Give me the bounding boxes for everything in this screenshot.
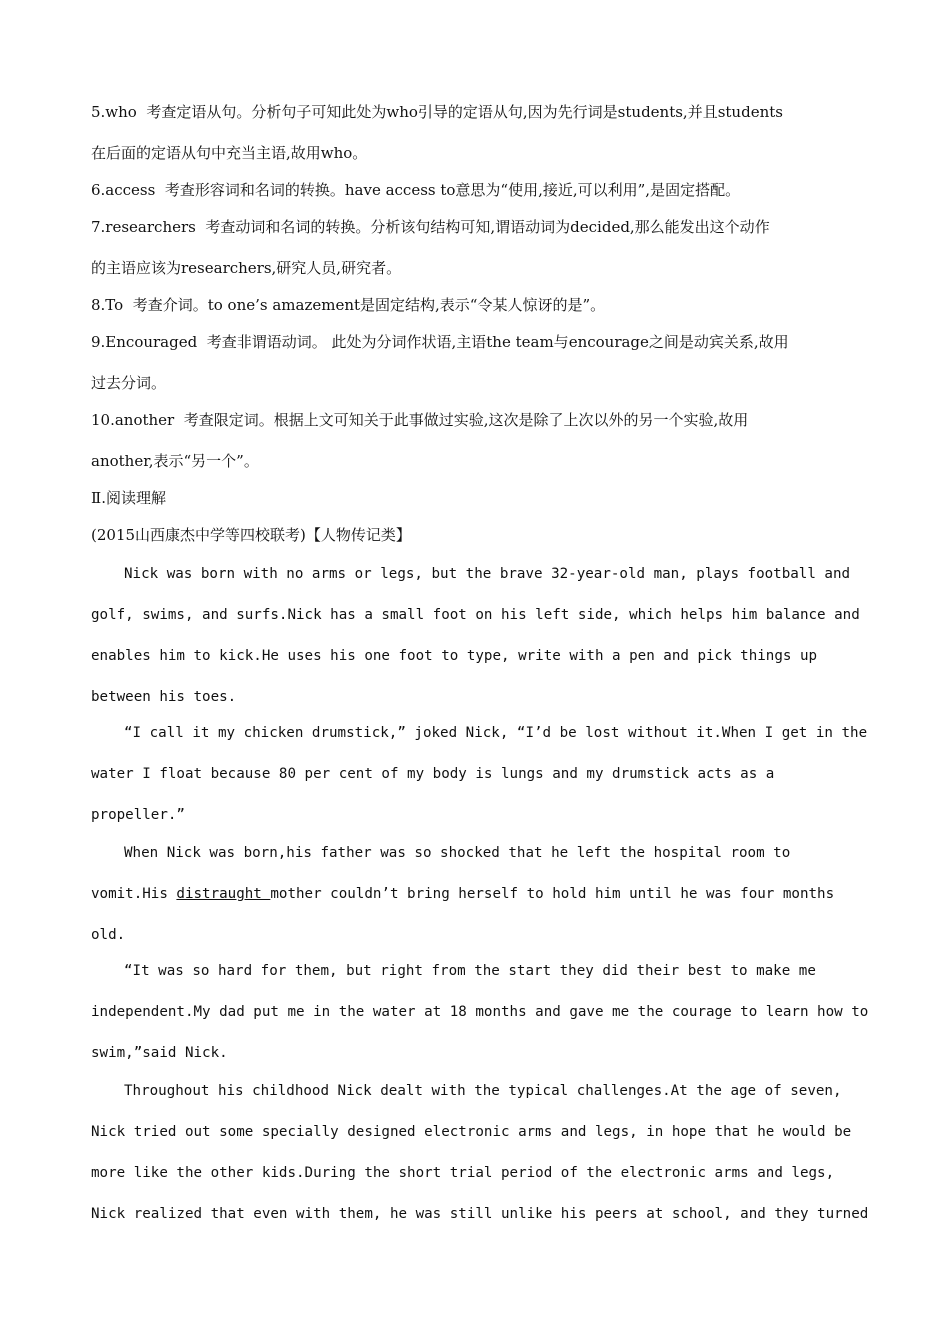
answer-10-line-2: another,表示“另一个”。	[91, 452, 259, 470]
passage-p1-line-4: between his toes.	[91, 689, 237, 705]
passage-p1-line-1: Nick was born with no arms or legs, but the brave 32-year-old man, plays football and	[124, 566, 851, 582]
passage-p4-line-2: independent.My dad put me in the water at 18 months and gave me the courage to learn how to	[91, 1004, 869, 1020]
passage-p5-line-2: Nick tried out some specially designed electronic arms and legs, in hope that he would be	[91, 1124, 852, 1140]
underlined-word-distraught: distraught	[176, 886, 271, 902]
passage-p3-line-2-post: mother couldn’t bring herself to hold him until he was four months	[270, 886, 835, 902]
answer-7-line-1: 7.researchers 考查动词和名词的转换。分析该句结构可知,谓语动词为decided,那么能发出这个动作	[91, 218, 770, 236]
answer-9-line-2: 过去分词。	[91, 374, 167, 392]
passage-p2-line-1: “I call it my chicken drumstick,” joked Nick, “I’d be lost without it.When I get in the	[124, 725, 868, 741]
answer-10-line-1: 10.another 考查限定词。根据上文可知关于此事做过实验,这次是除了上次以外的另一个实验,故用	[91, 411, 749, 429]
answer-7-line-2: 的主语应该为researchers,研究人员,研究者。	[91, 259, 402, 277]
answer-9-line-1: 9.Encouraged 考查非谓语动词。 此处为分词作状语,主语the team与encourage之间是动宾关系,故用	[91, 333, 789, 351]
passage-p3-line-1: When Nick was born,his father was so shocked that he left the hospital room to	[124, 845, 791, 861]
passage-p2-line-3: propeller.”	[91, 807, 185, 823]
passage-p5-line-3: more like the other kids.During the short trial period of the electronic arms and legs,	[91, 1165, 835, 1181]
section-source: (2015山西康杰中学等四校联考)【人物传记类】	[91, 526, 411, 544]
answer-5-line-2: 在后面的定语从句中充当主语,故用who。	[91, 144, 368, 162]
passage-p5-line-1: Throughout his childhood Nick dealt with the typical challenges.At the age of seven,	[124, 1083, 842, 1099]
section-heading: Ⅱ.阅读理解	[91, 489, 166, 507]
passage-p3-line-3: old.	[91, 927, 126, 943]
passage-p1-line-2: golf, swims, and surfs.Nick has a small foot on his left side, which helps him balance and	[91, 607, 860, 623]
passage-p1-line-3: enables him to kick.He uses his one foot to type, write with a pen and pick things up	[91, 648, 818, 664]
answer-5-line-1: 5.who 考查定语从句。分析句子可知此处为who引导的定语从句,因为先行词是students,并且students	[91, 103, 783, 121]
answer-6-line-1: 6.access 考查形容词和名词的转换。have access to意思为“使用,接近,可以利用”,是固定搭配。	[91, 181, 741, 199]
passage-p3-line-2	[91, 884, 834, 904]
passage-p5-line-4: Nick realized that even with them, he was still unlike his peers at school, and they turned	[91, 1206, 869, 1222]
answer-8-line-1: 8.To 考查介词。to one’s amazement是固定结构,表示“令某人惊讶的是”。	[91, 296, 606, 314]
passage-p4-line-3: swim,”said Nick.	[91, 1045, 228, 1061]
passage-p2-line-2: water I float because 80 per cent of my body is lungs and my drumstick acts as a	[91, 766, 775, 782]
passage-p4-line-1: “It was so hard for them, but right from the start they did their best to make me	[124, 963, 816, 979]
passage-p3-line-2-pre: vomit.His	[91, 886, 177, 902]
